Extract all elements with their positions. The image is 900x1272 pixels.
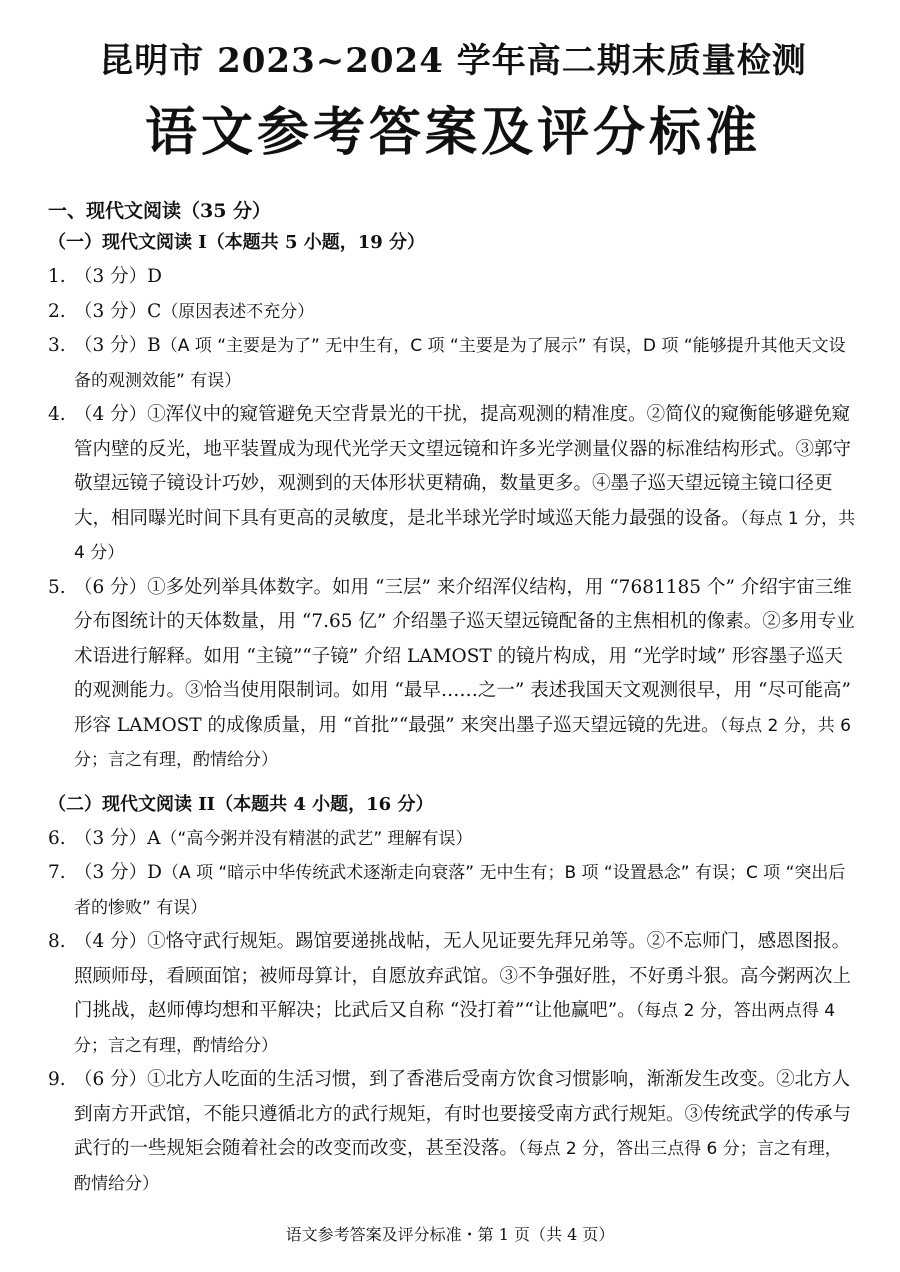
question-score: （4 分） xyxy=(74,931,148,952)
answer-item xyxy=(48,925,858,1063)
answer-text: C xyxy=(147,300,162,322)
answer-text: ①多处列举具体数字。如用 “三层” 来介绍浑仪结构，用 “7681185 个” 介绍宇宙三维分布图统计的天体数量，用 “7.65 亿” 介绍墨子巡天望远镜配备的主焦相机的像素。②多用专业术语进行解释。如用 “主镜”“子镜” 介绍 LAMOST 的镜片构成，用 “光学时域” 形容墨子巡天的观测能力。③恰当使用限制词。如用 “最早……之一” 表述我国天文观测很早，用 “尽可能高” 形容 LAMOST 的成像质量，用 “首批”“最强” 来突出墨子巡天望远镜的先进。 xyxy=(74,576,855,736)
question-number: 9. xyxy=(48,1069,66,1090)
question-number: 6. xyxy=(48,827,66,849)
answer-text: A xyxy=(147,827,161,849)
question-number: 4. xyxy=(48,404,66,425)
question-score: （3 分） xyxy=(74,862,148,883)
question-score: （3 分） xyxy=(74,335,148,356)
answer-item xyxy=(48,260,858,295)
answer-note: （每点 2 分，共 6 分；言之有理，酌情给分） xyxy=(74,715,851,770)
answer-item xyxy=(48,856,858,925)
answer-text: D xyxy=(147,862,162,883)
answer-item xyxy=(48,295,858,330)
exam-title: 昆明市 2023~2024 学年高二期末质量检测 xyxy=(99,41,807,81)
answer-text: D xyxy=(147,266,162,287)
page-footer: 语文参考答案及评分标准・第 1 页（共 4 页） xyxy=(285,1225,615,1244)
answer-note: （每点 1 分，共 4 分） xyxy=(74,508,856,563)
question-number: 2. xyxy=(48,300,66,322)
question-score: （4 分） xyxy=(74,404,148,425)
answer-note: （“高今粥并没有精湛的武艺” 理解有误） xyxy=(160,828,473,849)
answer-item xyxy=(48,571,858,778)
answer-text: ①北方人吃面的生活习惯，到了香港后受南方饮食习惯影响，渐渐发生改变。②北方人到南方开武馆，不能只遵循北方的武行规矩，有时也要接受南方武行规矩。③传统武学的传承与武行的一些规矩会随着社会的改变而改变，甚至没落。 xyxy=(74,1069,852,1159)
answer-item xyxy=(48,398,858,571)
document-title: 语文参考答案及评分标准 xyxy=(144,102,761,163)
answer-text: B xyxy=(147,335,161,356)
question-number: 8. xyxy=(48,931,66,952)
spacer xyxy=(48,778,858,788)
answer-text: ①恪守武行规矩。踢馆要递挑战帖，无人见证要先拜兄弟等。②不忘师门，感恩图报。照顾师母，看顾面馆；被师母算计，自愿放弃武馆。③不争强好胜，不好勇斗狠。高今粥两次上门挑战，赵师傅均想和平解决；比武后又自称 “没打着”“让他赢吧”。 xyxy=(74,931,852,1021)
section-heading-modern-reading: 一、现代文阅读（35 分） xyxy=(48,200,272,222)
answer-item xyxy=(48,822,858,857)
answer-note: （每点 2 分，答出三点得 6 分；言之有理，酌情给分） xyxy=(74,1139,842,1194)
answer-item xyxy=(48,329,858,398)
answer-note: （A 项 “暗示中华传统武术逐渐走向衰落” 无中生有；B 项 “设置悬念” 有误；C 项 “突出后者的惨败” 有误） xyxy=(74,863,846,918)
question-number: 5. xyxy=(48,576,66,598)
question-score: （3 分） xyxy=(74,300,148,322)
question-score: （6 分） xyxy=(74,576,148,598)
question-score: （6 分） xyxy=(74,1069,148,1090)
answer-note: （每点 2 分，答出两点得 4 分；言之有理，酌情给分） xyxy=(74,1001,836,1056)
question-number: 7. xyxy=(48,862,66,883)
question-number: 3. xyxy=(48,335,66,356)
question-number: 1. xyxy=(48,266,66,287)
answer-note: （A 项 “主要是为了” 无中生有，C 项 “主要是为了展示” 有误，D 项 “能够提升其他天文设备的观测效能” 有误） xyxy=(74,336,846,391)
answer-text: ①浑仪中的窥管避免天空背景光的干扰，提高观测的精准度。②简仪的窥衡能够避免窥管内壁的反光，地平装置成为现代光学天文望远镜和许多光学测量仪器的标准结构形式。③郭守敬望远镜子镜设计巧妙，观测到的天体形状更精确，数量更多。④墨子巡天望远镜主镜口径更大，相同曝光时间下具有更高的灵敏度，是北半球光学时域巡天能力最强的设备。 xyxy=(74,404,852,529)
subsection-heading-reading-1: （一）现代文阅读 I（本题共 5 小题，19 分） xyxy=(48,232,426,253)
answer-item xyxy=(48,1063,858,1201)
question-score: （3 分） xyxy=(74,827,148,849)
subsection-heading-reading-2: （二）现代文阅读 II（本题共 4 小题，16 分） xyxy=(48,793,434,815)
answer-note: （原因表述不充分） xyxy=(161,301,315,322)
question-score: （3 分） xyxy=(74,266,148,287)
